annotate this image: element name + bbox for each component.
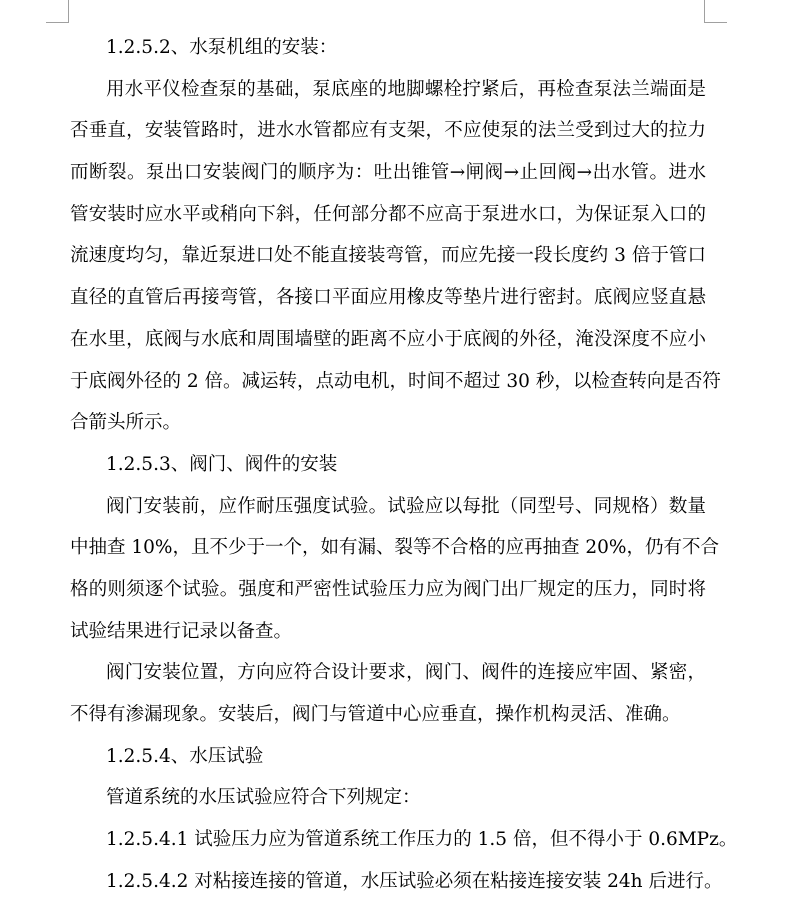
section-heading: 1.2.5.3、阀门、阀件的安装 xyxy=(106,453,338,475)
paragraph-line: 于底阀外径的 2 倍。减运转，点动电机，时间不超过 30 秒，以检查转向是否符 xyxy=(70,370,721,392)
paragraph-line: 格的则须逐个试验。强度和严密性试验压力应为阀门出厂规定的压力，同时将 xyxy=(70,578,706,600)
section-heading: 1.2.5.4、水压试验 xyxy=(106,745,264,767)
paragraph-line: 合箭头所示。 xyxy=(70,412,182,434)
paragraph-line: 1.2.5.4.2 对粘接连接的管道，水压试验必须在粘接连接安装 24h 后进行。 xyxy=(106,870,723,892)
paragraph-pump-installation xyxy=(70,69,721,444)
paragraph-line: 否垂直，安装管路时，进水水管都应有支架，不应使泵的法兰受到过大的拉力 xyxy=(70,120,706,142)
section-heading: 1.2.5.2、水泵机组的安装： xyxy=(106,37,338,58)
paragraph-valve-position xyxy=(70,652,706,735)
document-body xyxy=(70,27,738,902)
paragraph-line: 直径的直管后再接弯管，各接口平面应用橡皮等垫片进行密封。底阀应竖直悬 xyxy=(70,287,706,309)
paragraph-valve-testing xyxy=(70,486,720,653)
paragraph-line: 而断裂。泵出口安装阀门的顺序为：吐出锥管→闸阀→止回阀→出水管。进水 xyxy=(70,162,706,184)
paragraph-line: 管道系统的水压试验应符合下列规定： xyxy=(106,787,421,809)
paragraph-line: 1.2.5.4.1 试验压力应为管道系统工作压力的 1.5 倍，但不得小于 0.6MPz。 xyxy=(106,829,738,851)
paragraph-line: 在水里，底阀与水底和周围墙壁的距离不应小于底阀的外径，淹没深度不应小 xyxy=(70,328,706,350)
paragraph-pressure-test-intro xyxy=(70,777,706,819)
paragraph-line: 试验结果进行记录以备查。 xyxy=(70,620,293,642)
paragraph-line: 管安装时应水平或稍向下斜，任何部分都不应高于泵进水口，为保证泵入口的 xyxy=(70,203,706,225)
paragraph-line: 用水平仪检查泵的基础，泵底座的地脚螺栓拧紧后，再检查泵法兰端面是 xyxy=(106,78,706,100)
paragraph-line: 阀门安装前，应作耐压强度试验。试验应以每批（同型号、同规格）数量 xyxy=(106,495,706,517)
paragraph-line: 阀门安装位置，方向应符合设计要求，阀门、阀件的连接应牢固、紧密， xyxy=(106,662,706,684)
crop-mark-top-left xyxy=(46,0,69,23)
paragraph-line: 流速度均匀，靠近泵进口处不能直接装弯管，而应先接一段长度约 3 倍于管口 xyxy=(70,245,706,267)
paragraph-pressure-test-rule-1 xyxy=(70,819,738,861)
paragraph-line: 中抽查 10%，且不少于一个，如有漏、裂等不合格的应再抽查 20%，仍有不合 xyxy=(70,537,720,559)
paragraph-line: 不得有渗漏现象。安装后，阀门与管道中心应垂直，操作机构灵活、准确。 xyxy=(70,704,681,725)
paragraph-pressure-test-rule-2 xyxy=(70,861,723,902)
crop-mark-top-right xyxy=(704,0,727,23)
